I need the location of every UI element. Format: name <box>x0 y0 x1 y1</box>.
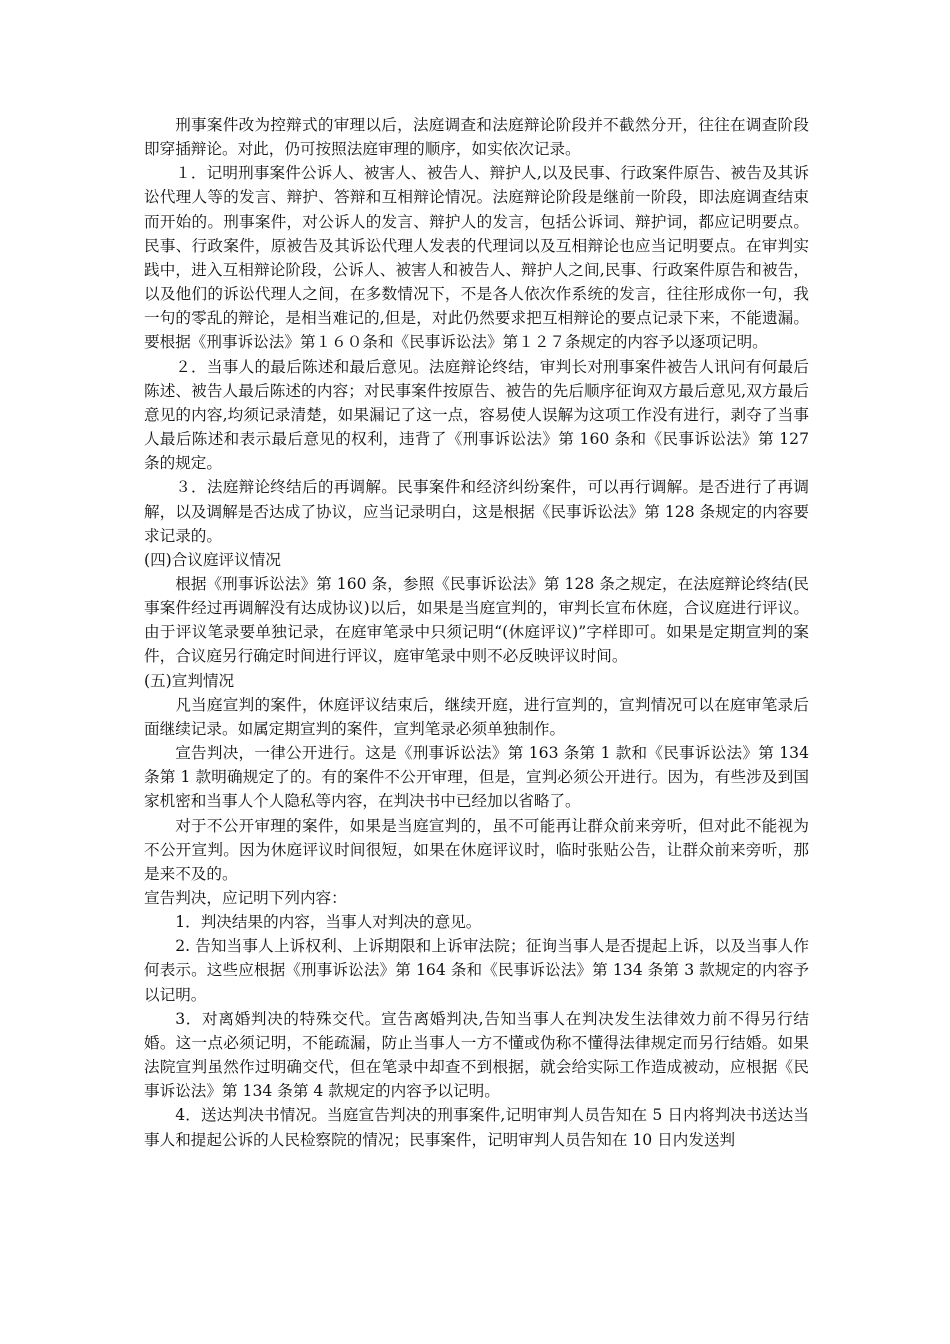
paragraph-item-3: ３．法庭辩论终结后的再调解。民事案件和经济纠纷案件，可以再行调解。是否进行了再调解，以及调解是否达成了协议，应当记录明白，这是根据《民事诉讼法》第 128 条规定的内容要求记录的。 <box>144 478 809 545</box>
document-page <box>144 113 809 1152</box>
list-item-1: 1．判决结果的内容，当事人对判决的意见。 <box>175 913 482 932</box>
list-item-3: 3．对离婚判决的特殊交代。宣告离婚判决,告知当事人在判决发生法律效力前不得另行结婚。这一点必须记明，不能疏漏，防止当事人一方不懂或伪称不懂得法律规定而另行结婚。如果法院宣判虽然作过明确交代，但在笔录中却查不到根据，就会给实际工作造成被动，应根据《民事诉讼法》第 134 条第 4 款规定的内容予以记明。 <box>144 1009 809 1101</box>
paragraph-verdict-2: 宣告判决，一律公开进行。这是《刑事诉讼法》第 163 条第 1 款和《民事诉讼法》第 134 条第 1 款明确规定了的。有的案件不公开审理，但是，宣判必须公开进行。因为，有些涉及到国家机密和当事人个人隐私等内容，在判决书中已经加以省略了。 <box>144 744 809 811</box>
paragraph-intro: 刑事案件改为控辩式的审理以后，法庭调查和法庭辩论阶段并不截然分开，往往在调查阶段即穿插辩论。对此，仍可按照法庭审理的顺序，如实依次记录。 <box>144 116 809 159</box>
paragraph-verdict-1: 凡当庭宣判的案件，休庭评议结束后，继续开庭，进行宣判的，宣判情况可以在庭审笔录后面继续记录。如属定期宣判的案件，宣判笔录必须单独制作。 <box>144 695 809 738</box>
list-item-4: 4．送达判决书情况。当庭宣告判决的刑事案件,记明审判人员告知在 5 日内将判决书送达当事人和提起公诉的人民检察院的情况；民事案件，记明审判人员告知在 10 日内发送判 <box>144 1106 809 1149</box>
paragraph-item-1: １．记明刑事案件公诉人、被害人、被告人、辩护人,以及民事、行政案件原告、被告及其诉讼代理人等的发言、辩护、答辩和互相辩论情况。法庭辩论阶段是继前一阶段，即法庭调查结束而开始的。刑事案件，对公诉人的发言、辩护人的发言，包括公诉词、辩护词，都应记明要点。民事、行政案件，原被告及其诉讼代理人发表的代理词以及互相辩论也应当记明要点。在审判实践中，进入互相辩论阶段，公诉人、被害人和被告人、辩护人之间,民事、行政案件原告和被告，以及他们的诉讼代理人之间，在多数情况下，不是各人依次作系统的发言，往往形成你一句，我一句的零乱的辩论，是相当难记的,但是，对此仍然要求把互相辩论的要点记录下来，不能遗漏。要根据《刑事诉讼法》第１６０条和《民事诉讼法》第１２７条规定的内容予以逐项记明。 <box>144 164 809 352</box>
section-heading-5: (五)宣判情况 <box>144 671 235 690</box>
list-item-2: 2. 告知当事人上诉权利、上诉期限和上诉审法院；征询当事人是否提起上诉，以及当事人作何表示。这些应根据《刑事诉讼法》第 164 条和《民事诉讼法》第 134 条第 3 款规定的内容予以记明。 <box>144 937 809 1004</box>
paragraph-item-2: ２．当事人的最后陈述和最后意见。法庭辩论终结，审判长对刑事案件被告人讯问有何最后陈述、被告人最后陈述的内容；对民事案件按原告、被告的先后顺序征询双方最后意见,双方最后意见的内容,均须记录清楚，如果漏记了这一点，容易使人误解为这项工作没有进行，剥夺了当事人最后陈述和表示最后意见的权利，违背了《刑事诉讼法》第 160 条和《民事诉讼法》第 127 条的规定。 <box>144 357 809 473</box>
paragraph-deliberation: 根据《刑事诉讼法》第 160 条，参照《民事诉讼法》第 128 条之规定，在法庭辩论终结(民事案件经过再调解没有达成协议)以后，如果是当庭宣判的，审判长宣布休庭，合议庭进行评议。由于评议笔录要单独记录，在庭审笔录中只须记明“(休庭评议)”字样即可。如果是定期宣判的案件，合议庭另行确定时间进行评议，庭审笔录中则不必反映评议时间。 <box>144 574 809 666</box>
paragraph-verdict-3: 对于不公开审理的案件，如果是当庭宣判的，虽不可能再让群众前来旁听，但对此不能视为不公开宣判。因为休庭评议时间很短，如果在休庭评议时，临时张贴公告，让群众前来旁听，那是来不及的。 <box>144 816 809 883</box>
section-heading-4: (四)合议庭评议情况 <box>144 550 281 569</box>
paragraph-list-intro: 宣告判决，应记明下列内容： <box>144 889 347 907</box>
